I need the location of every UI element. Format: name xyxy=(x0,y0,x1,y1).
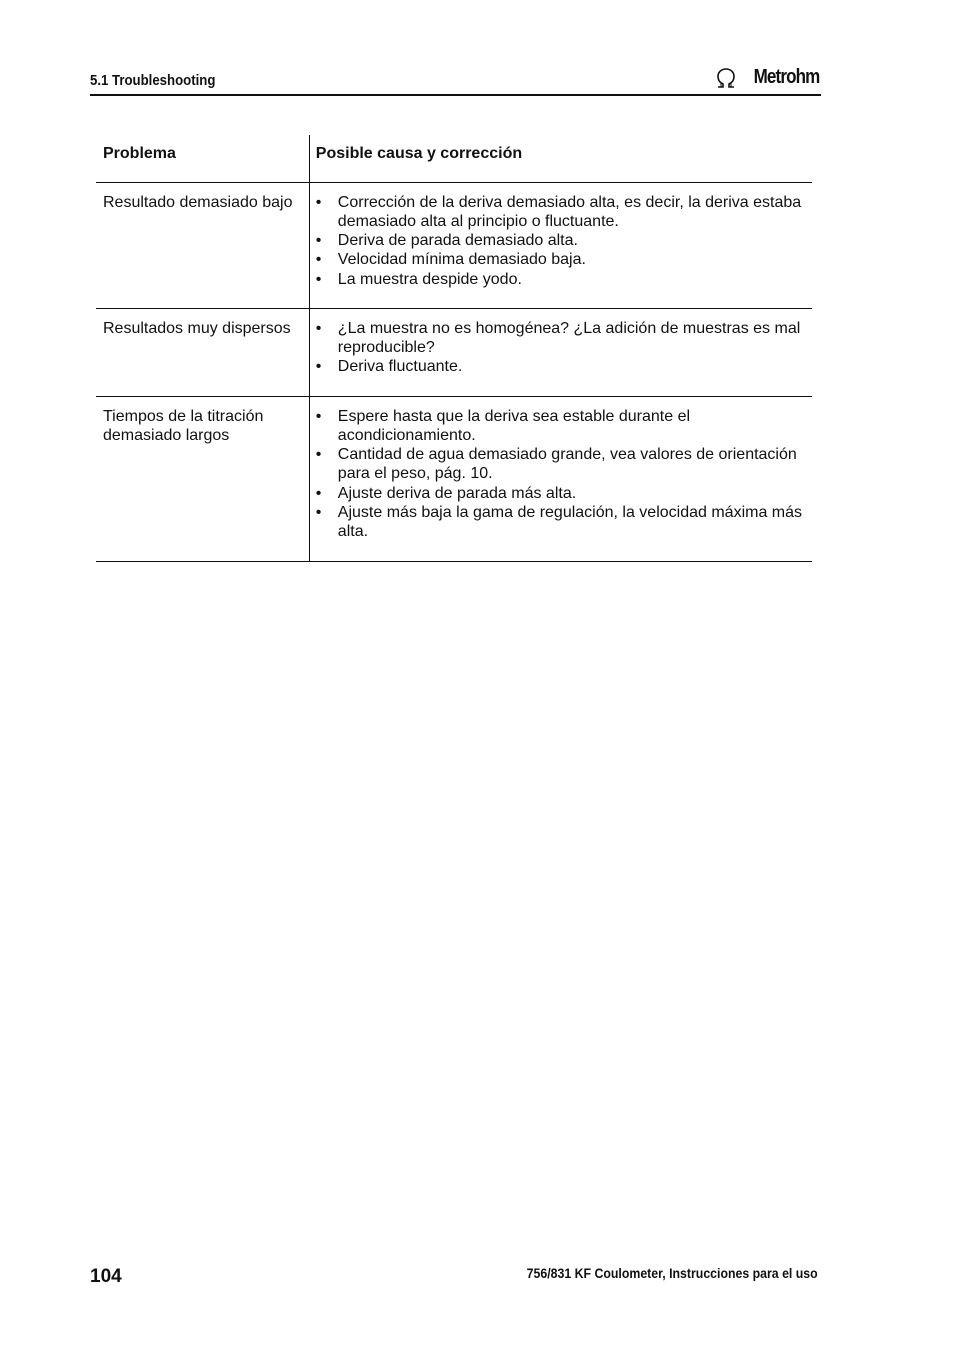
brand-name: Metrohm xyxy=(753,66,819,88)
list-item: • Espere hasta que la deriva sea estable durante el acondicionamiento. xyxy=(316,407,804,446)
cause-list xyxy=(316,319,804,377)
cause-cell xyxy=(309,182,812,308)
cause-cell xyxy=(309,308,812,396)
list-item: • La muestra despide yodo. xyxy=(316,270,804,289)
page-number: 104 xyxy=(90,1266,122,1287)
problem-cell: Resultado demasiado bajo xyxy=(96,182,309,308)
problem-cell: Resultados muy dispersos xyxy=(96,308,309,396)
list-item: • Velocidad mínima demasiado baja. xyxy=(316,250,804,269)
list-item: • Deriva fluctuante. xyxy=(316,357,804,376)
omega-logo-icon xyxy=(714,67,738,89)
table-row xyxy=(96,308,812,396)
list-item: • Corrección de la deriva demasiado alta, es decir, la deriva estaba demasiado alta al principio o fluctuante. xyxy=(316,193,804,232)
document-title: 756/831 KF Coulometer, Instrucciones para el uso xyxy=(526,1265,818,1281)
troubleshooting-table xyxy=(96,135,812,562)
cause-list xyxy=(316,407,804,542)
page-header xyxy=(90,66,821,96)
section-title: 5.1 Troubleshooting xyxy=(90,72,216,89)
cause-cell xyxy=(309,396,812,561)
list-item: • Ajuste más baja la gama de regulación, la velocidad máxima más alta. xyxy=(316,503,804,542)
list-item: • Cantidad de agua demasiado grande, vea valores de orientación para el peso, pág. 10. xyxy=(316,445,804,484)
cause-list xyxy=(316,193,804,289)
brand-logo xyxy=(714,66,819,89)
list-item: • Ajuste deriva de parada más alta. xyxy=(316,484,804,503)
table-header-row xyxy=(96,135,812,182)
column-header-problem: Problema xyxy=(96,135,309,182)
list-item: • ¿La muestra no es homogénea? ¿La adición de muestras es mal reproducible? xyxy=(316,319,804,358)
column-header-cause: Posible causa y corrección xyxy=(309,135,812,182)
table-row xyxy=(96,396,812,561)
list-item: • Deriva de parada demasiado alta. xyxy=(316,231,804,250)
table-row xyxy=(96,182,812,308)
problem-cell: Tiempos de la titración demasiado largos xyxy=(96,396,309,561)
